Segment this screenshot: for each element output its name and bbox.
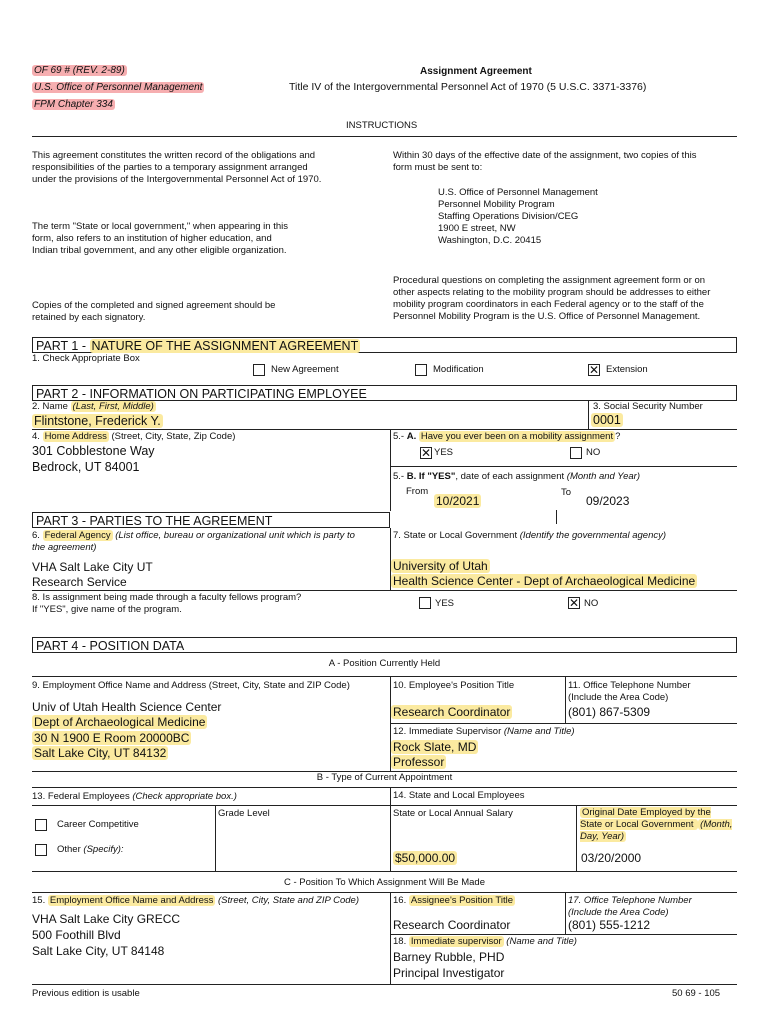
- divider: [32, 984, 737, 985]
- divider: [390, 934, 737, 935]
- q5a-label: 5.- A. Have you ever been on a mobility assignment ?: [393, 431, 621, 442]
- to-date-field[interactable]: 09/2023: [586, 494, 630, 508]
- federal-agency-line1[interactable]: VHA Salt Lake City UT: [32, 560, 153, 574]
- federal-agency-line2[interactable]: Research Service: [32, 575, 127, 589]
- faculty-yes-label: YES: [435, 598, 455, 609]
- new-agreement-label: New Agreement: [271, 364, 339, 375]
- from-label: From: [406, 486, 429, 497]
- form-subtitle: Title IV of the Intergovernmental Personnel Act of 1970 (5 U.S.C. 3371-3376): [289, 81, 647, 93]
- employment-office-line4[interactable]: Salt Lake City, UT 84132: [34, 746, 167, 760]
- other-label: Other (Specify):: [57, 844, 124, 855]
- modification-checkbox[interactable]: [415, 364, 427, 376]
- opm-mailing-address: U.S. Office of Personnel Management Personnel Mobility Program Staffing Operations Division/CEG 1900 E street, NW Washington, D.C. 20415: [438, 187, 598, 246]
- instructions-left-3: Copies of the completed and signed agreement should be retained by each signatory.: [32, 300, 276, 323]
- divider: [565, 676, 566, 723]
- career-competitive-label: Career Competitive: [57, 819, 139, 830]
- state-gov-line2[interactable]: Health Science Center - Dept of Archaeological Medicine: [393, 574, 696, 588]
- grade-level-label: Grade Level: [218, 808, 270, 819]
- section-c-title: C - Position To Which Assignment Will Be Made: [284, 877, 485, 888]
- instructions-heading: INSTRUCTIONS: [346, 120, 418, 131]
- q16-label: 16. Assignee's Position Title: [393, 895, 514, 906]
- q7-label: 7. State or Local Government (Identify the governmental agency): [393, 530, 667, 541]
- new-office-line1[interactable]: VHA Salt Lake City GRECC: [32, 912, 181, 926]
- original-date-label: Original Date Employed by the State or Local Government (Month, Day, Year): [580, 807, 733, 842]
- employment-office-line3[interactable]: 30 N 1900 E Room 20000BC: [34, 731, 190, 745]
- divider: [32, 429, 737, 430]
- q18-label: 18. Immediate supervisor (Name and Title): [393, 936, 577, 947]
- part3-header: PART 3 - PARTIES TO THE AGREEMENT: [32, 512, 390, 528]
- from-date-field[interactable]: 10/2021: [436, 494, 480, 508]
- q3-label: 3. Social Security Number: [593, 401, 703, 412]
- q9-label: 9. Employment Office Name and Address (Street, City, State and ZIP Code): [32, 680, 350, 691]
- mobility-no-checkbox[interactable]: [570, 447, 582, 459]
- q6-label: 6. Federal Agency (List office, bureau or organizational unit which is party to the agreement): [32, 530, 355, 553]
- original-date-field[interactable]: 03/20/2000: [581, 851, 642, 865]
- employment-office-line1[interactable]: Univ of Utah Health Science Center: [32, 700, 222, 714]
- q2-label: 2. Name (Last, First, Middle): [32, 401, 154, 412]
- divider: [32, 590, 737, 591]
- faculty-no-label: NO: [584, 598, 599, 609]
- divider: [32, 871, 737, 872]
- section-a-title: A - Position Currently Held: [328, 658, 441, 669]
- form-id: OF 69 # (REV. 2-89): [34, 65, 125, 76]
- other-checkbox[interactable]: [35, 844, 47, 856]
- form-number: 50 69 - 105: [672, 988, 721, 999]
- divider: [390, 429, 391, 511]
- divider: [32, 805, 390, 806]
- instructions-left-1: This agreement constitutes the written record of the obligations and responsibilities of the parties to a temporary assignment arranged under the provisions of the Intergovernmental Personnel Act of 1970.: [32, 150, 322, 185]
- q13-label: 13. Federal Employees (Check appropriate box.): [32, 791, 237, 802]
- assignee-position-field[interactable]: Research Coordinator: [393, 918, 511, 932]
- divider: [32, 787, 737, 788]
- divider: [32, 136, 737, 137]
- divider: [390, 805, 737, 806]
- new-office-line2[interactable]: 500 Foothill Blvd: [32, 928, 121, 942]
- q11-label: 11. Office Telephone Number (Include the Area Code): [568, 680, 691, 703]
- home-address-line2[interactable]: Bedrock, UT 84001: [32, 460, 140, 474]
- home-address-line1[interactable]: 301 Cobblestone Way: [32, 444, 155, 458]
- form-title: Assignment Agreement: [420, 66, 532, 77]
- annual-salary-label: State or Local Annual Salary: [393, 808, 513, 819]
- divider: [32, 676, 737, 677]
- state-gov-line1[interactable]: University of Utah: [393, 559, 488, 573]
- q15-label: 15. Employment Office Name and Address (Street, City, State and ZIP Code): [32, 895, 359, 906]
- extension-checkbox[interactable]: [588, 364, 600, 376]
- supervisor-title-field[interactable]: Professor: [393, 755, 445, 769]
- modification-label: Modification: [433, 364, 484, 375]
- q10-label: 10. Employee's Position Title: [393, 680, 515, 691]
- section-b-title: B - Type of Current Appointment: [316, 772, 453, 783]
- divider: [390, 723, 737, 724]
- office-phone-field[interactable]: (801) 867-5309: [568, 705, 651, 719]
- q1-label: 1. Check Appropriate Box: [32, 353, 140, 364]
- new-supervisor-name-field[interactable]: Barney Rubble, PHD: [393, 950, 505, 964]
- supervisor-name-field[interactable]: Rock Slate, MD: [393, 740, 477, 754]
- q12-label: 12. Immediate Supervisor (Name and Title): [393, 726, 575, 737]
- employment-office-line2[interactable]: Dept of Archaeological Medicine: [34, 715, 206, 729]
- instructions-right-1: Within 30 days of the effective date of the assignment, two copies of this form must be sent to:: [393, 150, 697, 173]
- check-icon: ✕: [421, 446, 432, 460]
- divider: [588, 401, 589, 429]
- employee-name-field[interactable]: Flintstone, Frederick Y.: [34, 414, 161, 428]
- part2-header: PART 2 - INFORMATION ON PARTICIPATING EMPLOYEE: [32, 385, 737, 401]
- new-agreement-checkbox[interactable]: [253, 364, 265, 376]
- salary-field[interactable]: $50,000.00: [395, 851, 456, 865]
- divider: [390, 466, 737, 467]
- mobility-yes-label: YES: [434, 447, 454, 458]
- check-icon: ✕: [569, 596, 580, 610]
- footer-note: Previous edition is usable: [32, 988, 140, 999]
- instructions-right-2: Procedural questions on completing the assignment agreement form or on other aspects relating to the mobility program should be addresses to either mobility program coordinators in each Federal agency or to the staff of the Personnel Mobility Program is the U.S. Office of Personnel Management.: [393, 275, 711, 322]
- extension-label: Extension: [606, 364, 648, 375]
- new-phone-field[interactable]: (801) 555-1212: [568, 918, 651, 932]
- new-office-line3[interactable]: Salt Lake City, UT 84148: [32, 944, 165, 958]
- divider: [576, 805, 577, 871]
- mobility-yes-checkbox[interactable]: [420, 447, 432, 459]
- new-supervisor-title-field[interactable]: Principal Investigator: [393, 966, 505, 980]
- part4-header: PART 4 - POSITION DATA: [32, 637, 737, 653]
- q14-label: 14. State and Local Employees: [393, 790, 525, 801]
- q8-label: 8. Is assignment being made through a faculty fellows program? If "YES", give name of the program.: [32, 592, 302, 615]
- q4-label: 4. Home Address (Street, City, State, Zip Code): [32, 431, 236, 442]
- faculty-yes-checkbox[interactable]: [419, 597, 431, 609]
- part1-header: PART 1 - NATURE OF THE ASSIGNMENT AGREEMENT: [32, 337, 737, 353]
- form-chapter: FPM Chapter 334: [34, 99, 113, 110]
- q17-label: 17. Office Telephone Number (Include the Area Code): [568, 895, 692, 918]
- position-title-field[interactable]: Research Coordinator: [393, 705, 511, 719]
- check-icon: ✕: [589, 363, 600, 377]
- ssn-field[interactable]: 0001: [593, 413, 621, 427]
- mobility-no-label: NO: [586, 447, 601, 458]
- divider: [215, 805, 216, 871]
- career-competitive-checkbox[interactable]: [35, 819, 47, 831]
- divider: [565, 892, 566, 934]
- instructions-left-2: The term "State or local government," when appearing in this form, also refers to an institution of higher education, and Indian tribal government, and any other eligible organization.: [32, 221, 288, 256]
- divider: [390, 787, 391, 871]
- form-agency: U.S. Office of Personnel Management: [34, 82, 203, 93]
- divider: [390, 892, 391, 984]
- divider: [32, 892, 737, 893]
- to-label: To: [561, 487, 572, 498]
- divider: [556, 510, 557, 524]
- q5b-label: 5.- B. If "YES", date of each assignment (Month and Year): [393, 471, 641, 482]
- faculty-no-checkbox[interactable]: [568, 597, 580, 609]
